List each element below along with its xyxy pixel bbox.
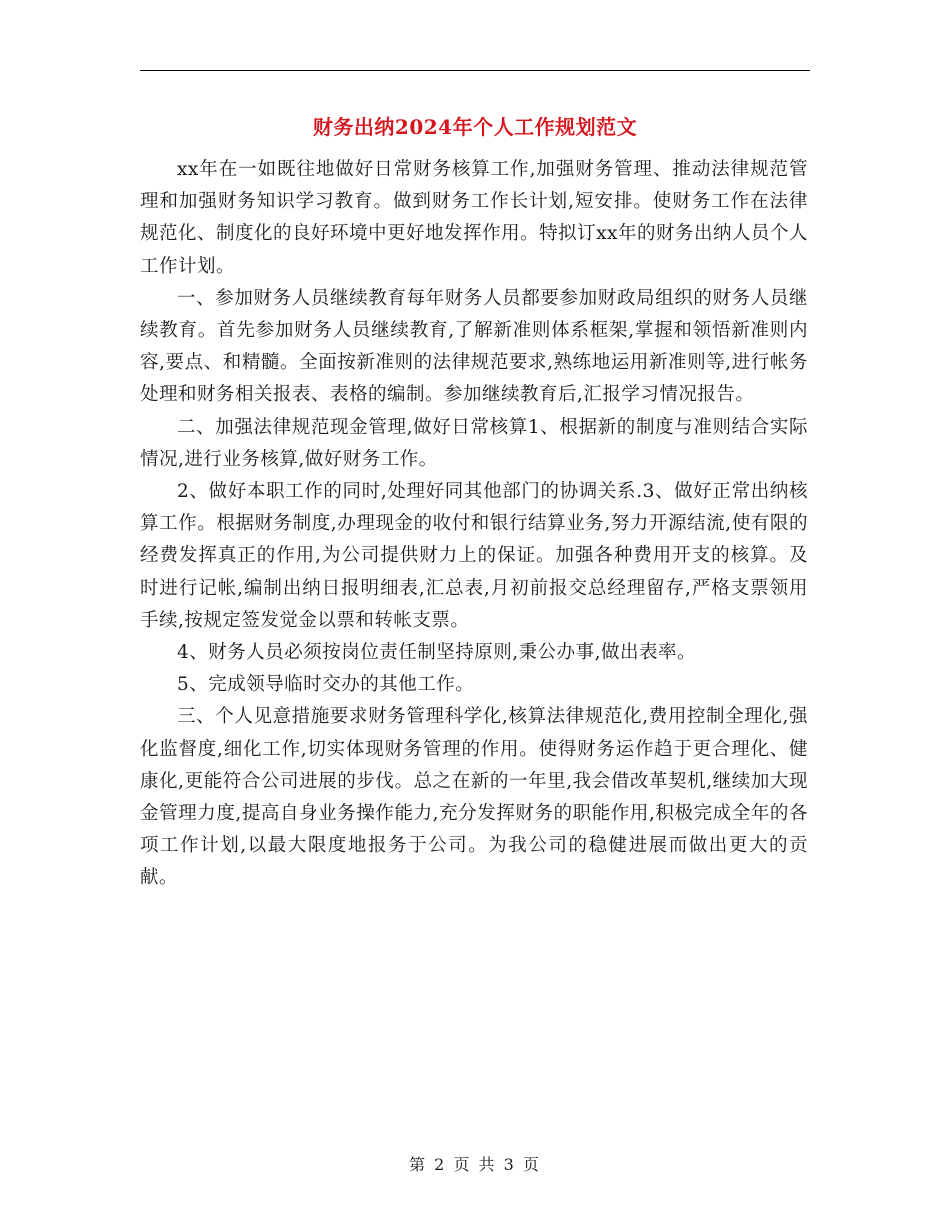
document-title: 财务出纳2024年个人工作规划范文 [312, 115, 638, 139]
paragraph-section-2: 二、加强法律规范现金管理,做好日常核算1、根据新的制度与准则结合实际情况,进行业务核算,做好财务工作。 [140, 416, 808, 470]
header-rule [140, 70, 810, 71]
paragraph-item-5: 5、完成领导临时交办的其他工作。 [177, 674, 475, 696]
paragraph-section-1: 一、参加财务人员继续教育每年财务人员都要参加财政局组织的财务人员继续教育。首先参加财务人员继续教育,了解新准则体系框架,掌握和领悟新准则内容,要点、和精髓。全面按新准则的法律规范要求,熟练地运用新准则等,进行帐务处理和财务相关报表、表格的编制。参加继续教育后,汇报学习情况报告。 [140, 287, 808, 406]
paragraph-intro: xx年在一如既往地做好日常财务核算工作,加强财务管理、推动法律规范管理和加强财务知识学习教育。做到财务工作长计划,短安排。使财务工作在法律规范化、制度化的良好环境中更好地发挥作用。特拟订xx年的财务出纳人员个人工作计划。 [140, 159, 808, 277]
paragraph-section-3: 三、个人见意措施要求财务管理科学化,核算法律规范化,费用控制全理化,强化监督度,细化工作,切实体现财务管理的作用。使得财务运作趋于更合理化、健康化,更能符合公司进展的步伐。总之在新的一年里,我会借改革契机,继续加大现金管理力度,提高自身业务操作能力,充分发挥财务的职能作用,积极完成全年的各项工作计划,以最大限度地报务于公司。为我公司的稳健进展而做出更大的贡献。 [140, 706, 808, 889]
document-body [140, 154, 808, 895]
paragraph-item-2: 2、做好本职工作的同时,处理好同其他部门的协调关系.3、做好正常出纳核算工作。根据财务制度,办理现金的收付和银行结算业务,努力开源结流,使有限的经费发挥真正的作用,为公司提供财力上的保证。加强各种费用开支的核算。及时进行记帐,编制出纳日报明细表,汇总表,月初前报交总经理留存,严格支票领用手续,按规定签发觉金以票和转帐支票。 [140, 481, 808, 631]
page-number-footer: 第 2 页 共 3 页 [409, 1155, 541, 1174]
paragraph-item-4: 4、财务人员必须按岗位责任制坚持原则,秉公办事,做出表率。 [177, 642, 697, 664]
